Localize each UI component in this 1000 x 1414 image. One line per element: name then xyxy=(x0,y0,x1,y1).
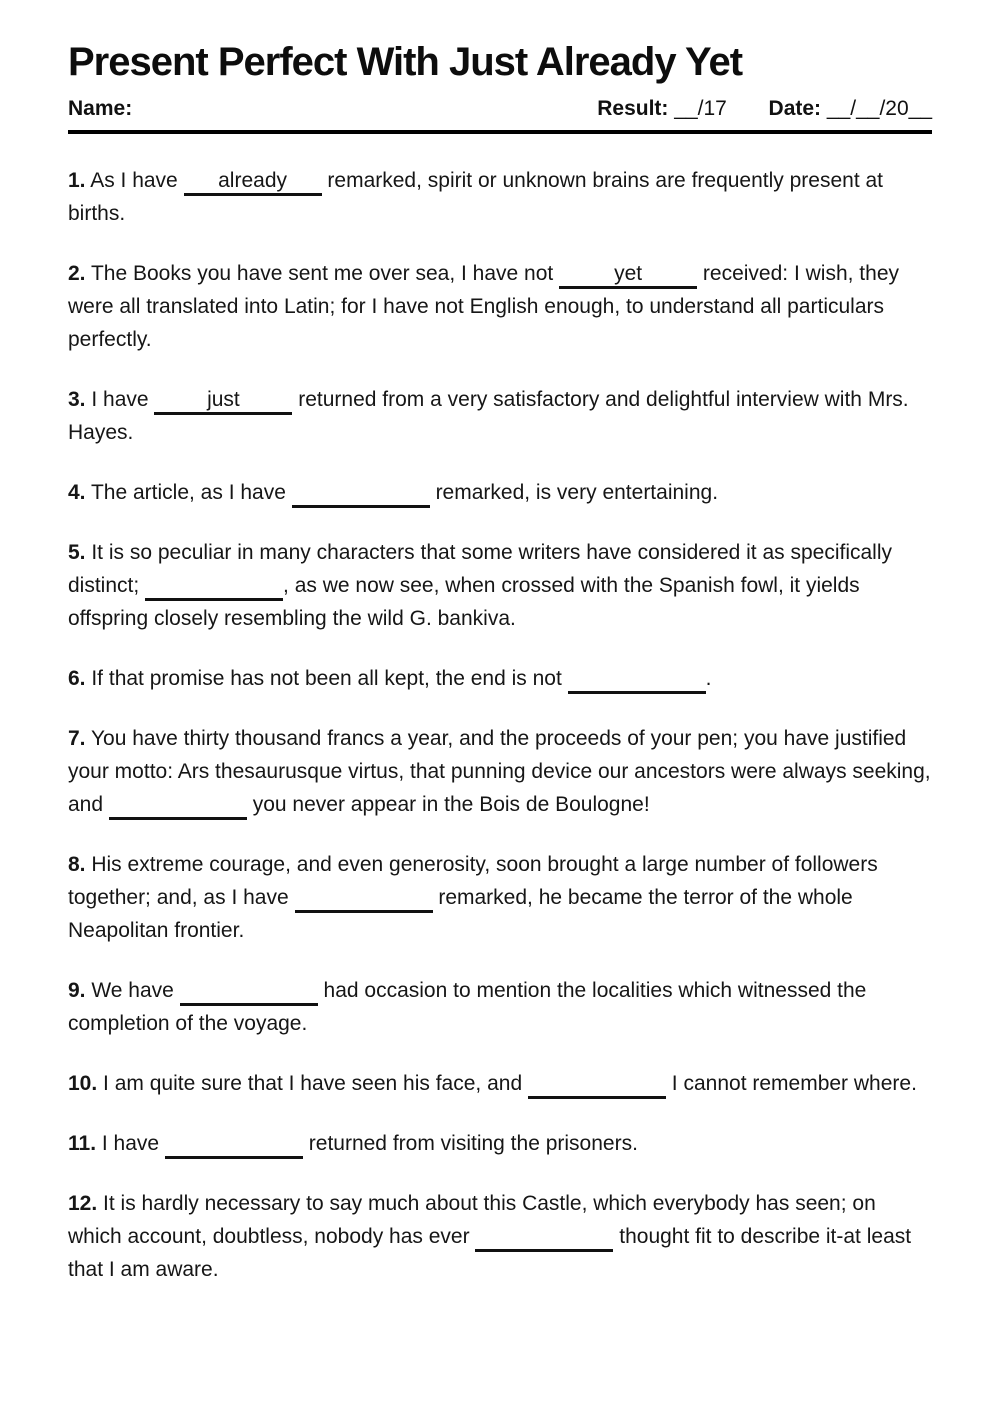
question-item xyxy=(68,383,932,449)
question-text-post: received: I wish, they were all translated into Latin; for I have not English enough, to understand all particulars perfectly. xyxy=(68,262,899,352)
question-item xyxy=(68,848,932,947)
question-item xyxy=(68,536,932,635)
question-text-post: , as we now see, when crossed with the Spanish fowl, it yields offspring closely resembling the wild G. bankiva. xyxy=(68,574,860,631)
question-text-pre: The article, as I have xyxy=(85,481,292,505)
answer-blank xyxy=(180,979,318,1006)
answer-blank xyxy=(292,481,430,508)
question-text-post: remarked, is very entertaining. xyxy=(429,481,719,505)
question-number: 1. xyxy=(68,169,86,193)
question-item xyxy=(68,257,932,356)
answer-blank: already xyxy=(184,169,322,196)
answer-blank xyxy=(165,1132,303,1159)
question-number: 3. xyxy=(68,388,86,412)
page-title: Present Perfect With Just Already Yet xyxy=(68,40,743,84)
question-text-post: I cannot remember where. xyxy=(665,1072,917,1096)
question-item xyxy=(68,1067,932,1100)
result-date-field xyxy=(597,96,932,121)
question-text-pre: You have thirty thousand francs a year, and the proceeds of your pen; you have justified your motto: Ars thesaurusque virtus, that punning device our ancestors were always seeking, and xyxy=(68,727,931,817)
answer-blank xyxy=(295,886,433,913)
result-value: __/17 xyxy=(674,97,727,120)
question-text-post: you never appear in the Bois de Boulogne! xyxy=(246,793,650,817)
answer-blank: just xyxy=(154,388,292,415)
question-number: 4. xyxy=(68,481,86,505)
answer-blank xyxy=(145,574,283,601)
question-text-pre: It is hardly necessary to say much about this Castle, which everybody has seen; on which account, doubtless, nobody has ever xyxy=(68,1192,876,1249)
worksheet-header xyxy=(68,40,932,134)
question-number: 12. xyxy=(68,1192,98,1216)
meta-row xyxy=(68,96,932,121)
question-item xyxy=(68,164,932,230)
date-value: __/__/20__ xyxy=(826,97,932,120)
question-text-post: remarked, he became the terror of the whole Neapolitan frontier. xyxy=(68,886,853,943)
question-text-post: remarked, spirit or unknown brains are frequently present at births. xyxy=(68,169,884,226)
question-item xyxy=(68,974,932,1040)
question-number: 9. xyxy=(68,979,86,1003)
answer-blank xyxy=(475,1225,613,1252)
question-text-pre: It is so peculiar in many characters that some writers have considered it as specifically distinct; xyxy=(68,541,893,598)
question-number: 10. xyxy=(68,1072,98,1096)
question-text-pre: If that promise has not been all kept, the end is not xyxy=(85,667,568,691)
question-text-pre: As I have xyxy=(85,169,184,193)
question-list xyxy=(68,164,932,1286)
question-text-post: returned from visiting the prisoners. xyxy=(302,1132,638,1156)
question-text-post: returned from a very satisfactory and delightful interview with Mrs. Hayes. xyxy=(68,388,909,445)
question-text-pre: The Books you have sent me over sea, I have not xyxy=(85,262,560,286)
question-number: 8. xyxy=(68,853,86,877)
header-divider xyxy=(68,130,932,134)
question-number: 6. xyxy=(68,667,86,691)
question-item xyxy=(68,1127,932,1160)
question-item xyxy=(68,1187,932,1286)
question-text-post: thought fit to describe it-at least that I am aware. xyxy=(68,1225,912,1282)
question-number: 7. xyxy=(68,727,86,751)
question-number: 2. xyxy=(68,262,86,286)
question-text-pre: I am quite sure that I have seen his face, and xyxy=(97,1072,528,1096)
date-label: Date: xyxy=(768,97,822,120)
question-text-post: . xyxy=(705,667,712,691)
question-item xyxy=(68,662,932,695)
question-item xyxy=(68,722,932,821)
question-number: 11. xyxy=(68,1132,97,1156)
answer-blank xyxy=(109,793,247,820)
result-label: Result: xyxy=(597,97,669,120)
name-field xyxy=(68,96,132,121)
answer-blank: yet xyxy=(559,262,697,289)
question-item xyxy=(68,476,932,509)
answer-blank xyxy=(528,1072,666,1099)
question-text-pre: His extreme courage, and even generosity, soon brought a large number of followers together; and, as I have xyxy=(68,853,878,910)
question-number: 5. xyxy=(68,541,86,565)
name-label: Name: xyxy=(68,97,133,120)
answer-blank xyxy=(568,667,706,694)
question-text-post: had occasion to mention the localities which witnessed the completion of the voyage. xyxy=(68,979,867,1036)
question-text-pre: I have xyxy=(96,1132,165,1156)
question-text-pre: I have xyxy=(85,388,155,412)
question-text-pre: We have xyxy=(85,979,180,1003)
